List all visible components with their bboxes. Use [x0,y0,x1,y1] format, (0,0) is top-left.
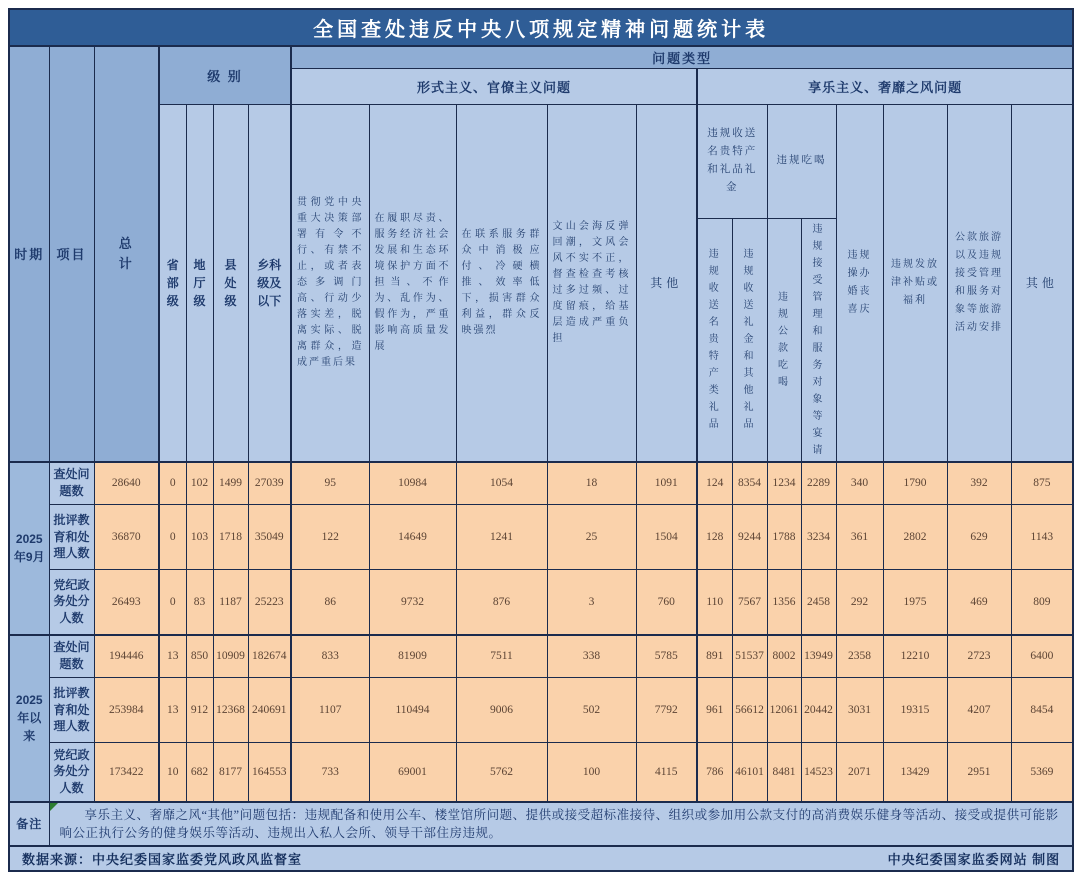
header-hedonism-group: 享乐主义、奢靡之风问题 [697,68,1073,104]
data-cell: 1107 [291,678,369,743]
data-cell: 1091 [636,462,697,505]
data-cell: 2458 [801,570,836,635]
data-cell: 128 [697,505,732,570]
data-cell: 9244 [732,505,767,570]
data-cell: 5785 [636,635,697,678]
header-formalism-col-1: 贯彻党中央重大决策部署有令不行、有禁不止，或者表态多调门高、行动少落实差，脱离实际、脱离群众，造成严重后果 [291,104,369,462]
statistics-table [8,8,1074,872]
data-cell: 809 [1011,570,1073,635]
header-level-county: 县处级 [213,104,248,462]
data-cell: 7567 [732,570,767,635]
data-cell: 164553 [248,743,291,802]
data-cell: 81909 [369,635,456,678]
data-cell: 25 [547,505,636,570]
data-cell: 7792 [636,678,697,743]
header-allowance-welfare: 违规发放津补贴或福利 [883,104,947,462]
header-item: 项目 [49,46,94,462]
data-cell: 46101 [732,743,767,802]
data-cell: 891 [697,635,732,678]
data-cell: 4115 [636,743,697,802]
data-cell: 173422 [94,743,159,802]
data-cell: 912 [186,678,213,743]
data-cell: 10984 [369,462,456,505]
data-cell: 56612 [732,678,767,743]
data-cell: 86 [291,570,369,635]
data-cell: 10 [159,743,186,802]
data-cell: 0 [159,505,186,570]
header-hedonism-other: 其他 [1011,104,1073,462]
data-cell: 13429 [883,743,947,802]
header-public-dining: 违规公款吃喝 [767,218,801,462]
data-cell: 850 [186,635,213,678]
header-formalism-group: 形式主义、官僚主义问题 [291,68,697,104]
data-cell: 875 [1011,462,1073,505]
data-cell: 3031 [836,678,883,743]
data-cell: 3234 [801,505,836,570]
row-label: 批评教育和处理人数 [49,678,94,743]
data-cell: 0 [159,462,186,505]
data-cell: 1975 [883,570,947,635]
data-cell: 10909 [213,635,248,678]
data-cell: 1499 [213,462,248,505]
data-cell: 682 [186,743,213,802]
data-cell: 100 [547,743,636,802]
data-cell: 36870 [94,505,159,570]
data-cell: 19315 [883,678,947,743]
data-cell: 103 [186,505,213,570]
header-formalism-col-4: 文山会海反弹回潮，文风会风不实不正，督查检查考核过多过频、过度留痕，给基层造成严重负担 [547,104,636,462]
header-banquet: 违规接受管理和服务对象等宴请 [801,218,836,462]
header-level-group: 级 别 [159,46,291,104]
data-cell: 2358 [836,635,883,678]
data-cell: 2802 [883,505,947,570]
data-cell: 1790 [883,462,947,505]
data-cell: 14523 [801,743,836,802]
data-cell: 20442 [801,678,836,743]
data-cell: 5369 [1011,743,1073,802]
data-cell: 629 [947,505,1011,570]
period-cell: 2025年以来 [9,635,49,802]
data-cell: 28640 [94,462,159,505]
row-label: 查处问题数 [49,635,94,678]
data-cell: 2071 [836,743,883,802]
credit-text: 中央纪委国家监委网站 制图 [887,851,1061,867]
data-cell: 961 [697,678,732,743]
data-cell: 469 [947,570,1011,635]
header-formalism-other: 其他 [636,104,697,462]
data-cell: 2723 [947,635,1011,678]
data-cell: 833 [291,635,369,678]
header-level-province: 省部级 [159,104,186,462]
data-cell: 1054 [456,462,547,505]
data-cell: 12210 [883,635,947,678]
data-cell: 69001 [369,743,456,802]
data-cell: 102 [186,462,213,505]
data-cell: 1718 [213,505,248,570]
header-gift-money: 违规收送礼金和其他礼品 [732,218,767,462]
data-cell: 760 [636,570,697,635]
data-cell: 338 [547,635,636,678]
data-cell: 194446 [94,635,159,678]
header-period: 时期 [9,46,49,462]
data-cell: 1143 [1011,505,1073,570]
data-cell: 1234 [767,462,801,505]
data-cell: 95 [291,462,369,505]
data-cell: 110 [697,570,732,635]
header-formalism-col-2: 在履职尽责、服务经济社会发展和生态环境保护方面不担当、不作为、乱作为、假作为，严重影响高质量发展 [369,104,456,462]
header-level-township: 乡科级及以下 [248,104,291,462]
data-cell: 2289 [801,462,836,505]
data-cell: 83 [186,570,213,635]
data-cell: 502 [547,678,636,743]
data-cell: 5762 [456,743,547,802]
data-cell: 25223 [248,570,291,635]
data-cell: 35049 [248,505,291,570]
source-band [9,846,1073,871]
header-gift-products: 违规收送名贵特产类礼品 [697,218,732,462]
data-cell: 27039 [248,462,291,505]
period-cell: 2025年9月 [9,462,49,635]
data-cell: 1788 [767,505,801,570]
data-cell: 8481 [767,743,801,802]
data-cell: 8354 [732,462,767,505]
row-label: 查处问题数 [49,462,94,505]
data-cell: 1356 [767,570,801,635]
data-cell: 9732 [369,570,456,635]
header-wedding-funeral: 违规操办婚丧喜庆 [836,104,883,462]
data-cell: 26493 [94,570,159,635]
data-cell: 8177 [213,743,248,802]
row-label: 批评教育和处理人数 [49,505,94,570]
data-cell: 292 [836,570,883,635]
data-cell: 122 [291,505,369,570]
data-cell: 786 [697,743,732,802]
data-cell: 12368 [213,678,248,743]
data-cell: 1187 [213,570,248,635]
data-cell: 9006 [456,678,547,743]
data-cell: 6400 [1011,635,1073,678]
page-title: 全国查处违反中央八项规定精神问题统计表 [9,9,1073,46]
data-cell: 4207 [947,678,1011,743]
remark-label: 备注 [9,802,49,846]
data-cell: 1241 [456,505,547,570]
data-cell: 340 [836,462,883,505]
header-problem-type: 问题类型 [291,46,1073,68]
row-label: 党纪政务处分人数 [49,743,94,802]
data-cell: 18 [547,462,636,505]
data-cell: 13 [159,635,186,678]
data-cell: 733 [291,743,369,802]
remark-cell [49,802,1073,846]
data-cell: 110494 [369,678,456,743]
data-cell: 1504 [636,505,697,570]
data-source-text: 数据来源：中央纪委国家监委党风政风监督室 [22,851,303,867]
header-total [94,46,159,462]
data-cell: 51537 [732,635,767,678]
header-formalism-col-3: 在联系服务群众中消极应付、冷硬横推、效率低下，损害群众利益，群众反映强烈 [456,104,547,462]
data-cell: 124 [697,462,732,505]
cell-corner-flag-icon [50,803,58,811]
data-cell: 2951 [947,743,1011,802]
data-cell: 14649 [369,505,456,570]
data-cell: 8002 [767,635,801,678]
data-cell: 13949 [801,635,836,678]
header-gift-group: 违规收送名贵特产和礼品礼金 [697,104,767,218]
data-cell: 0 [159,570,186,635]
data-cell: 12061 [767,678,801,743]
data-cell: 253984 [94,678,159,743]
data-cell: 392 [947,462,1011,505]
data-cell: 8454 [1011,678,1073,743]
data-cell: 876 [456,570,547,635]
row-label: 党纪政务处分人数 [49,570,94,635]
data-cell: 7511 [456,635,547,678]
data-cell: 361 [836,505,883,570]
remark-text: 享乐主义、奢靡之风“其他”问题包括：违规配备和使用公车、楼堂馆所问题、提供或接受超标准接待、组织或参加用公款支付的高消费娱乐健身等活动、接受或提供可能影响公正执行公务的健身娱乐等活动、违规出入私人会所、领导干部住房违规。 [59,807,1059,840]
data-cell: 182674 [248,635,291,678]
header-dining-group: 违规吃喝 [767,104,836,218]
data-cell: 13 [159,678,186,743]
data-cell: 240691 [248,678,291,743]
header-public-travel: 公款旅游以及违规接受管理和服务对象等旅游活动安排 [947,104,1011,462]
header-total-label: 总计 [118,236,134,271]
data-cell: 3 [547,570,636,635]
header-level-prefecture: 地厅级 [186,104,213,462]
